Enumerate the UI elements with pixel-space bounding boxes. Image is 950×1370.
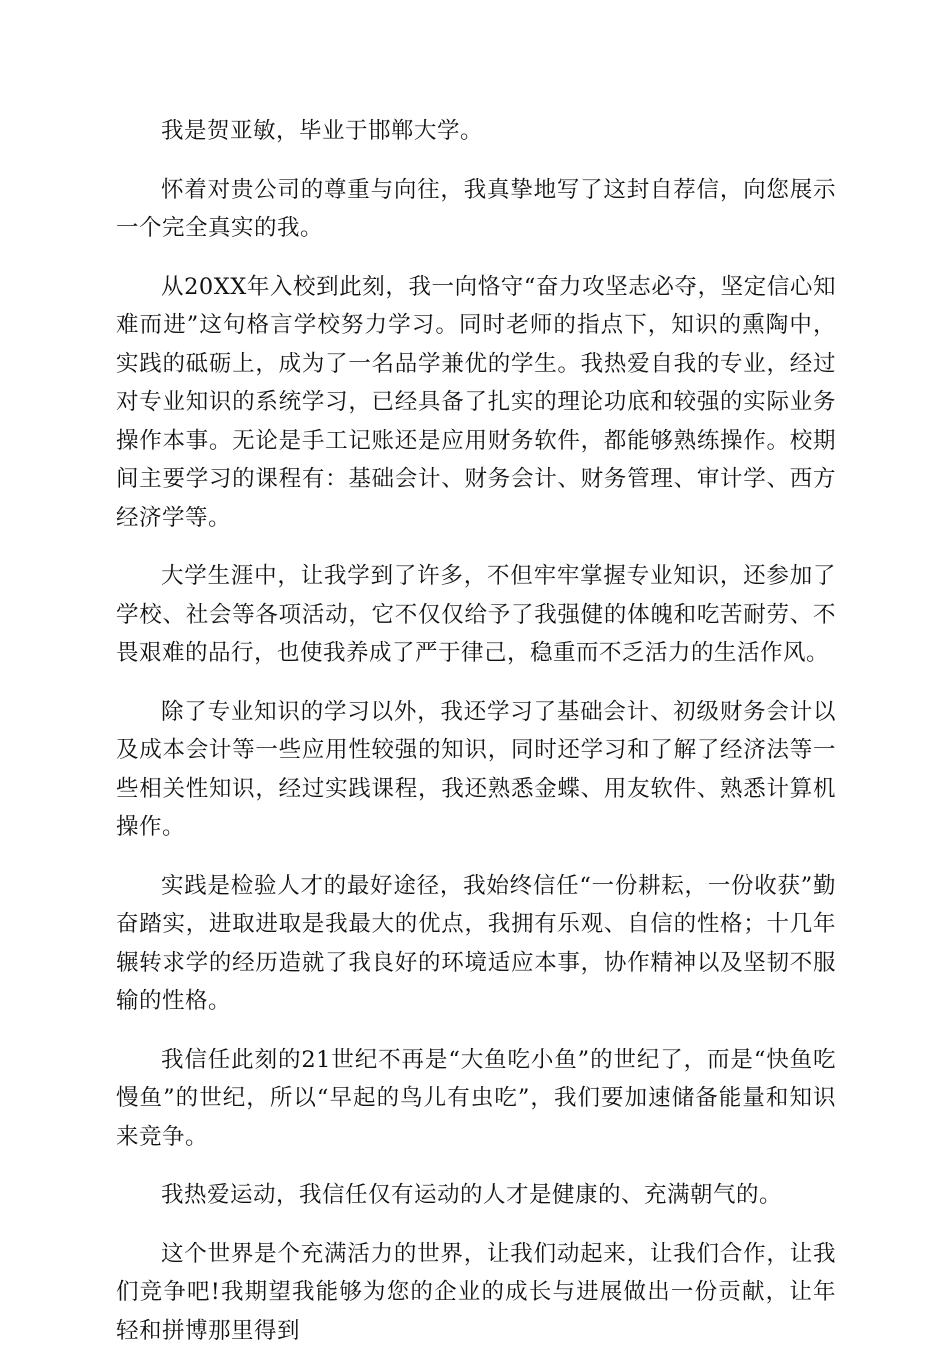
paragraph-sports: 我热爱运动，我信任仅有运动的人才是健康的、充满朝气的。: [161, 1182, 783, 1208]
document-page: [116, 112, 836, 1370]
paragraph-purpose: 怀着对贵公司的尊重与向往，我真挚地写了这封自荐信，向您展示一个完全真实的我。: [116, 176, 836, 241]
paragraph-study: 从20XX年入校到此刻，我一向恪守“奋力攻坚志必夺，坚定信心知难而进”这句格言学校努力学习。同时老师的指点下，知识的熏陶中，实践的砥砺上，成为了一名品学兼优的学生。我热爱自我的专业，经过对专业知识的系统学习，已经具备了扎实的理论功底和较强的实际业务操作本事。无论是手工记账还是应用财务软件，都能够熟练操作。校期间主要学习的课程有：基础会计、财务会计、财务管理、审计学、西方经济学等。: [116, 273, 836, 531]
paragraph-extra-knowledge: 除了专业知识的学习以外，我还学习了基础会计、初级财务会计以及成本会计等一些应用性较强的知识，同时还学习和了解了经济法等一些相关性知识，经过实践课程，我还熟悉金蝶、用友软件、熟悉计算机操作。: [116, 698, 836, 840]
paragraph-intro: 我是贺亚敏，毕业于邯郸大学。: [161, 118, 484, 144]
paragraph-college-life: 大学生涯中，让我学到了许多，不但牢牢掌握专业知识，还参加了学校、社会等各项活动，它不仅仅给予了我强健的体魄和吃苦耐劳、不畏艰难的品行，也使我养成了严于律己，稳重而不乏活力的生活作风。: [116, 563, 836, 666]
paragraph-century: 我信任此刻的21世纪不再是“大鱼吃小鱼”的世纪了，而是“快鱼吃慢鱼”的世纪，所以“早起的鸟儿有虫吃”，我们要加速储备能量和知识来竞争。: [116, 1046, 836, 1150]
paragraph-practice: 实践是检验人才的最好途径，我始终信任“一份耕耘，一份收获”勤奋踏实，进取进取是我最大的优点，我拥有乐观、自信的性格；十几年辗转求学的经历造就了我良好的环境适应本事，协作精神以及坚韧不服输的性格。: [116, 872, 836, 1014]
paragraph-closing: 这个世界是个充满活力的世界，让我们动起来，让我们合作，让我们竞争吧!我期望我能够为您的企业的成长与进展做出一份贡献，让年轻和拼博那里得到: [116, 1240, 836, 1344]
